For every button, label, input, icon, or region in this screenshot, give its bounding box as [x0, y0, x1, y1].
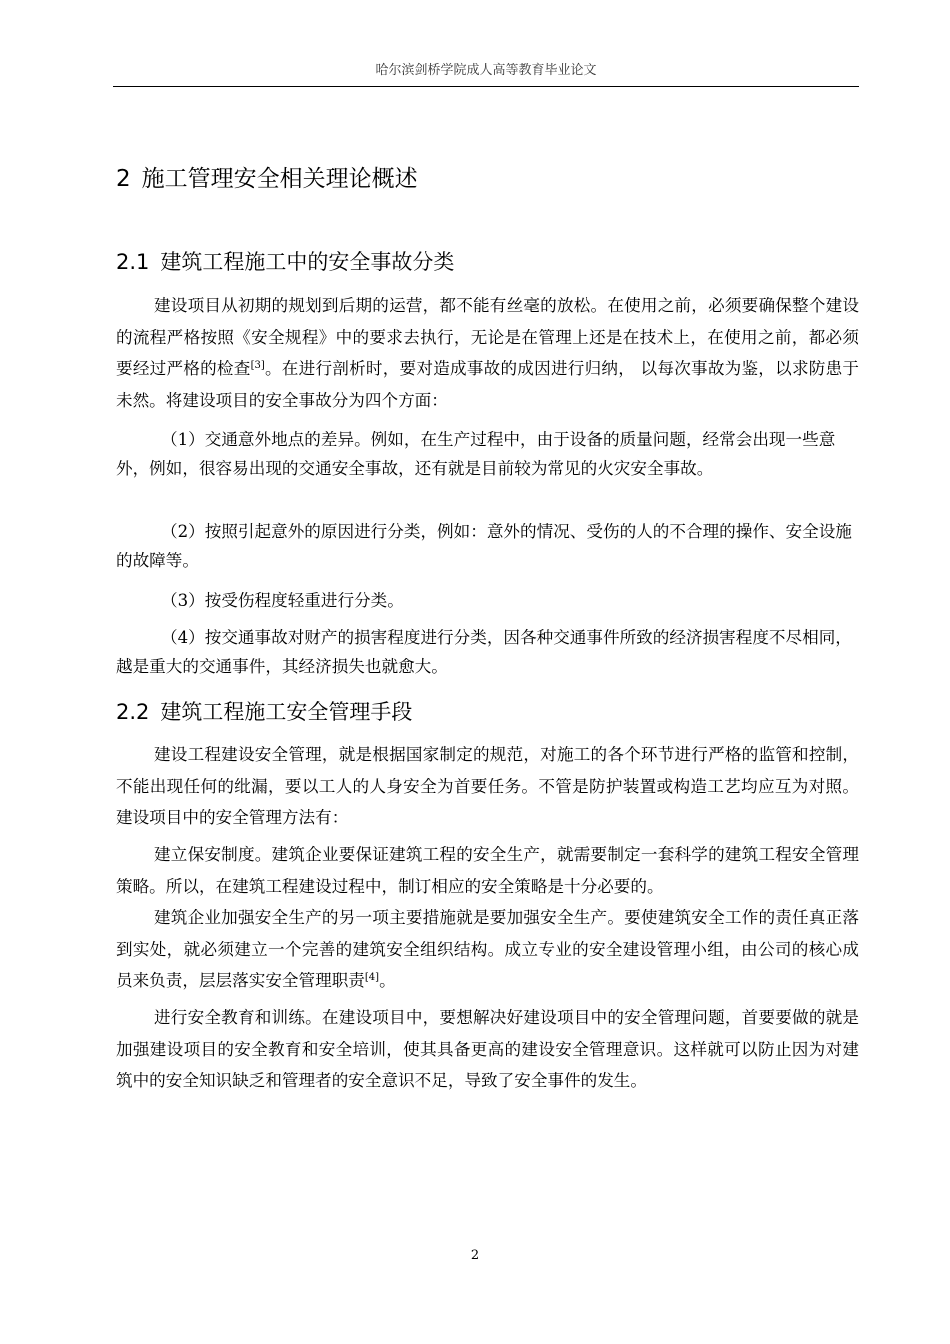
- page-header: 哈尔滨剑桥学院成人高等教育毕业论文: [375, 63, 597, 78]
- paragraph: 进行安全教育和训练。在建设项目中，要想解决好建设项目中的安全管理问题，首要要做的就是加强建设项目的安全教育和安全培训，使其具备更高的建设安全管理意识。这样就可以防止因为对建筑中的安全知识缺乏和管理者的安全意识不足，导致了安全事件的发生。: [116, 1008, 859, 1090]
- paragraph-text: 建筑企业加强安全生产的另一项主要措施就是要加强安全生产。要使建筑安全工作的责任真正落到实处，就必须建立一个完善的建筑安全组织结构。成立专业的安全建设管理小组，由公司的核心成员来负责，层层落实安全管理职责: [116, 908, 859, 990]
- list-item: （1）交通意外地点的差异。例如，在生产过程中，由于设备的质量问题，经常会出现一些意外，例如，很容易出现的交通安全事故，还有就是目前较为常见的火灾安全事故。: [116, 430, 836, 478]
- chapter-number: 2: [116, 166, 131, 192]
- paragraph: 建立保安制度。建筑企业要保证建筑工程的安全生产，就需要制定一套科学的建筑工程安全管理策略。所以，在建筑工程建设过程中，制订相应的安全策略是十分必要的。: [116, 845, 859, 896]
- paragraph-text: 。: [379, 971, 396, 990]
- section-number: 2.1: [116, 250, 150, 274]
- paragraph-text: 建设项目从初期的规划到后期的运营，都不能有丝毫的放松。在使用之前，必须要确保整个建设的流程严格按照《安全规程》中的要求去执行，无论是在管理上还是在技术上，在使用之前，都必须要经过严格的检查: [116, 296, 859, 378]
- section-heading-2-2: [116, 698, 412, 726]
- paragraph: [116, 290, 859, 416]
- page-number: 2: [470, 1248, 480, 1263]
- list-item: （4）按交通事故对财产的损害程度进行分类，因各种交通事件所致的经济损害程度不尽相同，越是重大的交通事件，其经济损失也就愈大。: [116, 628, 852, 676]
- citation: [3]: [250, 360, 265, 371]
- paragraph-text: 。在进行剖析时，要对造成事故的成因进行归纳， 以每次事故为鉴，以求防患于未然。将建设项目的安全事故分为四个方面：: [116, 359, 859, 410]
- list-item: （3）按受伤程度轻重进行分类。: [161, 591, 404, 610]
- section-heading-2-1: [116, 248, 454, 276]
- citation: [4]: [364, 972, 380, 983]
- list-item: （2）按照引起意外的原因进行分类，例如：意外的情况、受伤的人的不合理的操作、安全设施的故障等。: [116, 522, 852, 570]
- paragraph: 建设工程建设安全管理，就是根据国家制定的规范，对施工的各个环节进行严格的监管和控制，不能出现任何的纰漏，要以工人的人身安全为首要任务。不管是防护装置或构造工艺均应互为对照。建设项目中的安全管理方法有：: [116, 745, 859, 827]
- chapter-title: 施工管理安全相关理论概述: [141, 166, 418, 192]
- paragraph: [116, 902, 859, 997]
- section-title: 建筑工程施工安全管理手段: [160, 700, 413, 724]
- section-number: 2.2: [116, 700, 150, 724]
- section-title: 建筑工程施工中的安全事故分类: [160, 250, 455, 274]
- header-divider: [113, 86, 859, 87]
- chapter-heading: [116, 164, 418, 194]
